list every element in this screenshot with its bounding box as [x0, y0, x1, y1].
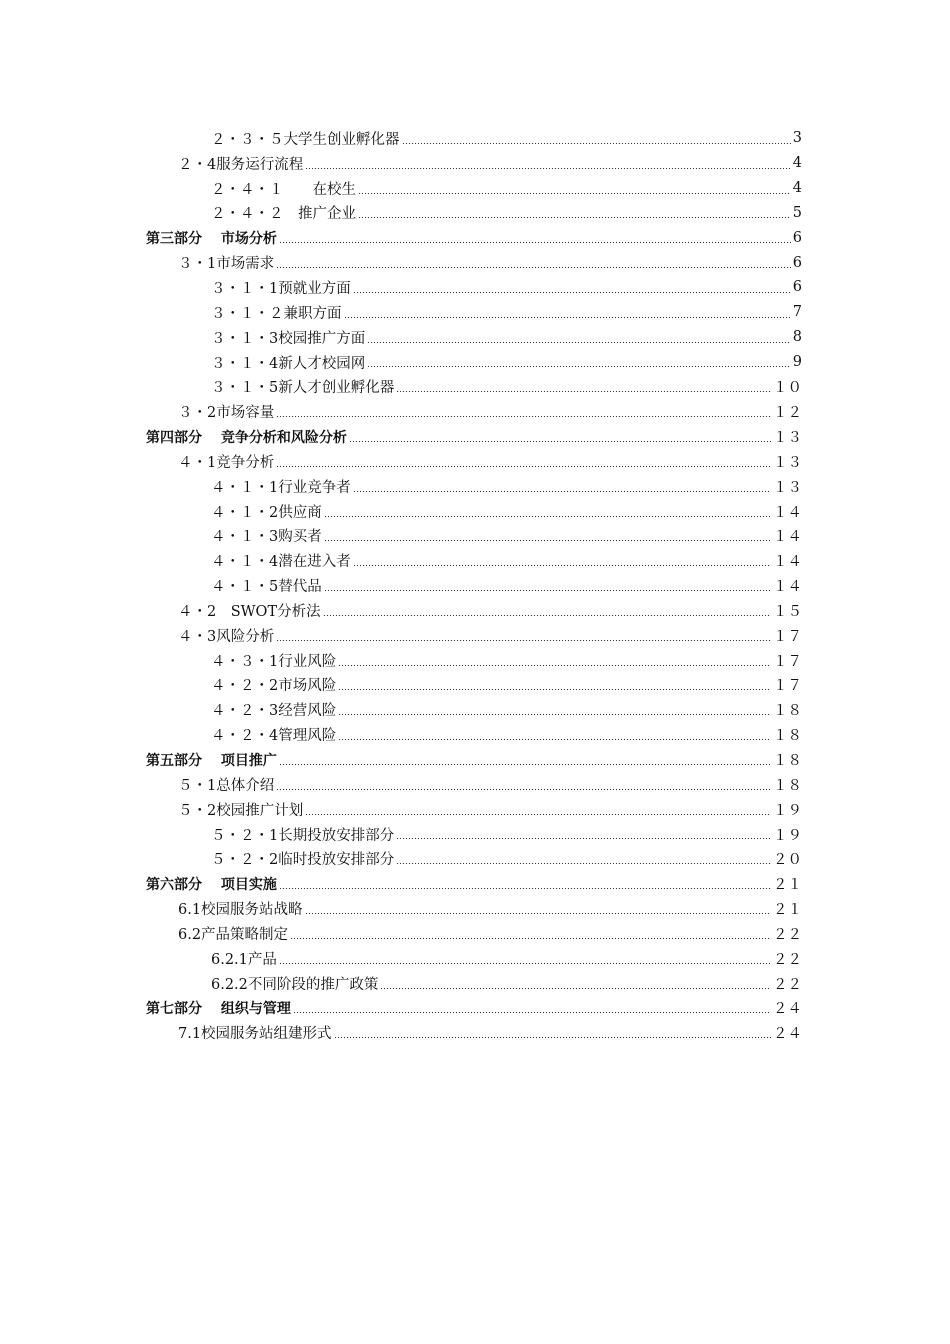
toc-subsection-entry[interactable]	[0, 275, 950, 300]
toc-subsection-entry[interactable]	[0, 648, 950, 673]
toc-entry-label: ３・１・5新人才创业孵化器	[211, 380, 395, 397]
toc-entry-label: 第五部分 项目推广	[146, 752, 277, 769]
toc-page-number: １３	[773, 454, 802, 471]
toc-subsection-entry[interactable]	[0, 325, 950, 350]
toc-part-entry[interactable]	[0, 747, 950, 772]
toc-entry-label: ２・４・２ 推广企业	[211, 206, 356, 223]
toc-page-number: １５	[773, 603, 802, 620]
toc-entry-label: 6.2产品策略制定	[178, 926, 289, 943]
toc-page-number: １９	[773, 827, 802, 844]
dot-leader	[353, 491, 771, 492]
toc-section-entry[interactable]	[0, 772, 950, 797]
toc-entry-label: ５・２・1长期投放安排部分	[211, 827, 395, 844]
toc-page-number: 4	[792, 180, 802, 197]
dot-leader	[380, 988, 771, 989]
toc-part-entry[interactable]	[0, 996, 950, 1021]
dot-leader	[338, 665, 771, 666]
toc-page-number: １７	[773, 628, 802, 645]
toc-subsection-entry[interactable]	[0, 846, 950, 871]
toc-subsection-entry[interactable]	[0, 548, 950, 573]
toc-entry-label: ５・1总体介绍	[178, 777, 275, 794]
toc-entry-label: ４・１・2供应商	[211, 504, 322, 521]
dot-leader	[305, 814, 771, 815]
toc-page-number: １３	[773, 479, 802, 496]
dot-leader	[305, 913, 771, 914]
toc-entry-label: ４・2 SWOT分析法	[178, 603, 321, 620]
toc-page-number: １４	[773, 579, 802, 596]
toc-entry-label: 第六部分 项目实施	[146, 876, 277, 893]
toc-page-number: 3	[792, 130, 802, 147]
toc-entry-label: 第四部分 竞争分析和风险分析	[146, 429, 347, 446]
toc-entry-label: ５・２・2临时投放安排部分	[211, 852, 395, 869]
dot-leader	[293, 1012, 771, 1013]
toc-subsection-entry[interactable]	[0, 722, 950, 747]
toc-entry-label: ３・1市场需求	[178, 256, 275, 273]
dot-leader	[324, 540, 771, 541]
dot-leader	[305, 168, 791, 169]
toc-page-number: ２２	[773, 976, 802, 993]
dot-leader	[279, 764, 771, 765]
toc-subsection-entry[interactable]	[0, 524, 950, 549]
toc-entry-label: ４・１・1行业竞争者	[211, 479, 351, 496]
dot-leader	[279, 242, 791, 243]
toc-page-number: １３	[773, 430, 802, 447]
toc-entry-label: ２・３・５大学生创业孵化器	[211, 131, 400, 148]
toc-entry-label: 6.2.1产品	[211, 951, 277, 968]
toc-page-number: ２０	[773, 852, 802, 869]
toc-entry-label: 6.2.2不同阶段的推广政策	[211, 976, 379, 993]
toc-subsection-entry[interactable]	[0, 946, 950, 971]
toc-page-number: １７	[773, 678, 802, 695]
toc-entry-label: ４・２・2市场风险	[211, 678, 337, 695]
toc-entry-label: ４・１・4潜在进入者	[211, 554, 351, 571]
toc-subsection-entry[interactable]	[0, 300, 950, 325]
dot-leader	[276, 789, 771, 790]
dot-leader	[358, 217, 791, 218]
toc-entry-label: ３・１・4新人才校园网	[211, 355, 366, 372]
toc-page-number: ２１	[773, 902, 802, 919]
dot-leader	[338, 689, 771, 690]
toc-entry-label: ４・２・4管理风险	[211, 728, 337, 745]
toc-entry-label: ４・3风险分析	[178, 628, 275, 645]
toc-subsection-entry[interactable]	[0, 673, 950, 698]
toc-page-number: １７	[773, 653, 802, 670]
toc-page-number: １８	[773, 703, 802, 720]
toc-page-number: １９	[773, 802, 802, 819]
toc-page-number: ２１	[773, 877, 802, 894]
toc-entry-label: ４・３・1行业风险	[211, 653, 337, 670]
toc-entry-label: 第七部分 组织与管理	[146, 1000, 291, 1017]
toc-entry-label: ２・４・１ 在校生	[211, 181, 356, 198]
dot-leader	[279, 963, 771, 964]
toc-page-number: 6	[792, 229, 802, 246]
toc-subsection-entry[interactable]	[0, 474, 950, 499]
toc-entry-label: ３・2市场容量	[178, 405, 275, 422]
toc-entry-label: ５・2校园推广计划	[178, 802, 304, 819]
dot-leader	[402, 143, 791, 144]
dot-leader	[279, 888, 771, 889]
toc-subsection-entry[interactable]	[0, 176, 950, 201]
toc-entry-label: ３・１・3校园推广方面	[211, 330, 366, 347]
dot-leader	[353, 292, 791, 293]
toc-page-number: ２２	[773, 951, 802, 968]
toc-subsection-entry[interactable]	[0, 350, 950, 375]
toc-page-number: １４	[773, 504, 802, 521]
toc-section-entry[interactable]	[0, 1020, 950, 1045]
toc-entry-label: ３・１・２兼职方面	[211, 305, 342, 322]
dot-leader	[367, 342, 791, 343]
toc-page-number: 9	[792, 354, 802, 371]
toc-part-entry[interactable]	[0, 424, 950, 449]
toc-subsection-entry[interactable]	[0, 573, 950, 598]
toc-subsection-entry[interactable]	[0, 697, 950, 722]
dot-leader	[276, 640, 771, 641]
dot-leader	[324, 516, 771, 517]
toc-page-number: １８	[773, 777, 802, 794]
toc-entry-label: 6.1校园服务站战略	[178, 902, 303, 919]
dot-leader	[338, 714, 771, 715]
toc-page-number: １４	[773, 554, 802, 571]
toc-part-entry[interactable]	[0, 871, 950, 896]
toc-page-number: ２４	[773, 1001, 802, 1018]
toc-entry-label: ４・1竞争分析	[178, 454, 275, 471]
toc-page-number: ２２	[773, 926, 802, 943]
toc-page-number: １８	[773, 728, 802, 745]
toc-page-number: ２４	[773, 1026, 802, 1043]
toc-entry-label: 第三部分 市场分析	[146, 230, 277, 247]
dot-leader	[396, 838, 771, 839]
dot-leader	[323, 615, 771, 616]
toc-subsection-entry[interactable]	[0, 201, 950, 226]
dot-leader	[349, 441, 771, 442]
toc-section-entry[interactable]	[0, 449, 950, 474]
toc-section-entry[interactable]	[0, 151, 950, 176]
toc-section-entry[interactable]	[0, 623, 950, 648]
toc-entry-label: ４・１・3购买者	[211, 529, 322, 546]
toc-entry-label: ２・4服务运行流程	[178, 156, 304, 173]
toc-subsection-entry[interactable]	[0, 822, 950, 847]
toc-entry-label: ４・２・3经营风险	[211, 703, 337, 720]
toc-section-entry[interactable]	[0, 797, 950, 822]
toc-entry-label: 7.1校园服务站组建形式	[178, 1026, 332, 1043]
dot-leader	[334, 1037, 771, 1038]
toc-page-number: 7	[792, 304, 802, 321]
toc-subsection-entry[interactable]	[0, 499, 950, 524]
dot-leader	[276, 267, 791, 268]
toc-page-number: １４	[773, 529, 802, 546]
toc-page-number: 6	[792, 279, 802, 296]
toc-subsection-entry[interactable]	[0, 126, 950, 151]
toc-subsection-entry[interactable]	[0, 374, 950, 399]
toc-entry-label: ３・１・1预就业方面	[211, 280, 351, 297]
toc-page-number: １０	[773, 380, 802, 397]
dot-leader	[353, 565, 771, 566]
toc-section-entry[interactable]	[0, 896, 950, 921]
dot-leader	[276, 416, 771, 417]
dot-leader	[396, 863, 771, 864]
dot-leader	[290, 938, 771, 939]
toc-entry-label: ４・１・5替代品	[211, 579, 322, 596]
toc-subsection-entry[interactable]	[0, 971, 950, 996]
toc-section-entry[interactable]	[0, 250, 950, 275]
dot-leader	[338, 739, 771, 740]
dot-leader	[367, 366, 791, 367]
toc-section-entry[interactable]	[0, 399, 950, 424]
toc-page-number: 8	[792, 329, 802, 346]
dot-leader	[324, 590, 771, 591]
toc-page-number: １８	[773, 753, 802, 770]
toc-page-number: 6	[792, 254, 802, 271]
dot-leader	[358, 193, 791, 194]
dot-leader	[396, 391, 771, 392]
toc-part-entry[interactable]	[0, 225, 950, 250]
toc-page-number: １２	[773, 405, 802, 422]
toc-section-entry[interactable]	[0, 921, 950, 946]
toc-section-entry[interactable]	[0, 598, 950, 623]
dot-leader	[276, 466, 771, 467]
table-of-contents	[0, 126, 950, 1045]
dot-leader	[344, 317, 791, 318]
toc-page-number: 5	[792, 204, 802, 221]
toc-page-number: 4	[792, 155, 802, 172]
